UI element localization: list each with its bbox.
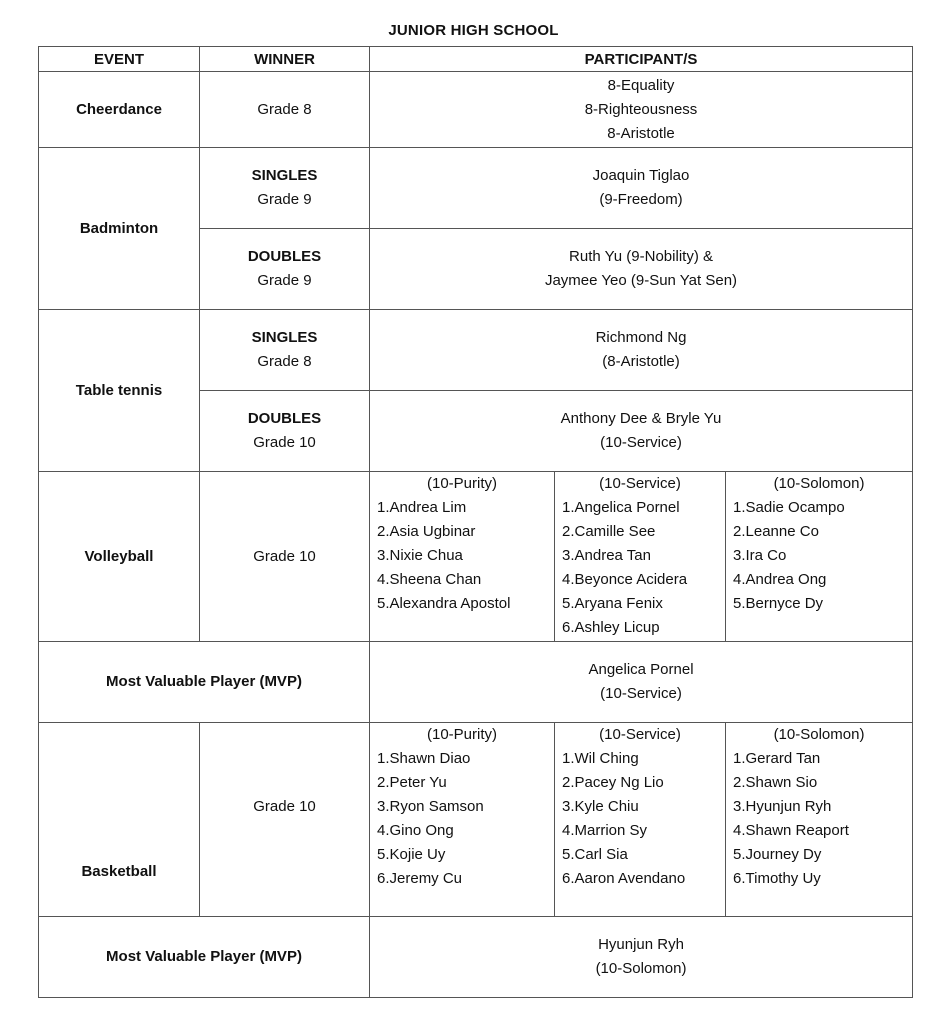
player: 5.Alexandra Apostol (377, 595, 511, 612)
participant-section: (8-Aristotle) (602, 353, 680, 370)
player: 3.Ryon Samson (377, 798, 484, 815)
grade-label: Grade 10 (253, 434, 316, 451)
mvp-volleyball (370, 642, 913, 723)
player: 3.Ira Co (733, 547, 787, 564)
header-winner: WINNER (200, 47, 370, 72)
player: 1.Andrea Lim (377, 499, 467, 516)
participants-table-tennis-singles (370, 310, 913, 391)
participant-name: Ruth Yu (9-Nobility) & (569, 248, 713, 265)
participants-badminton-doubles (370, 229, 913, 310)
player: 3.Hyunjun Ryh (733, 798, 832, 815)
participant-name: Richmond Ng (595, 329, 687, 346)
player: 1.Sadie Ocampo (733, 499, 845, 516)
player: 1.Gerard Tan (733, 750, 821, 767)
category-label: DOUBLES (247, 410, 322, 427)
team-column (555, 472, 726, 642)
participants-badminton-singles (370, 148, 913, 229)
results-table (38, 46, 913, 998)
team-name: (10-Solomon) (773, 726, 865, 743)
cheerdance-row (39, 72, 913, 148)
event-table-tennis: Table tennis (39, 310, 200, 472)
category-label: SINGLES (251, 167, 318, 184)
event-basketball: Basketball (39, 723, 200, 917)
team-column (370, 723, 555, 917)
player: 3.Andrea Tan (562, 547, 651, 564)
basketball-row (39, 723, 913, 917)
category-label: SINGLES (251, 329, 318, 346)
volleyball-mvp-row (39, 642, 913, 723)
player: 2.Pacey Ng Lio (562, 774, 664, 791)
player: 6.Jeremy Cu (377, 870, 463, 887)
participants-table-tennis-doubles (370, 391, 913, 472)
grade-label: Grade 9 (257, 272, 312, 289)
winner-badminton-singles (200, 148, 370, 229)
player: 5.Journey Dy (733, 846, 822, 863)
player: 4.Marrion Sy (562, 822, 648, 839)
player: 4.Gino Ong (377, 822, 454, 839)
player: 4.Sheena Chan (377, 571, 482, 588)
mvp-team: (10-Solomon) (595, 960, 687, 977)
event-badminton: Badminton (39, 148, 200, 310)
mvp-name: Hyunjun Ryh (598, 936, 684, 953)
basketball-mvp-row (39, 917, 913, 998)
table-tennis-singles-row (39, 310, 913, 391)
header-participants: PARTICIPANT/S (370, 47, 913, 72)
player: 2.Leanne Co (733, 523, 819, 540)
participants-cheerdance (370, 72, 913, 148)
grade-label: Grade 9 (257, 191, 312, 208)
badminton-singles-row (39, 148, 913, 229)
player: 4.Andrea Ong (733, 571, 827, 588)
mvp-name: Angelica Pornel (588, 661, 694, 678)
participant-name: Joaquin Tiglao (592, 167, 690, 184)
team-name: (10-Service) (599, 475, 681, 492)
player: 2.Asia Ugbinar (377, 523, 476, 540)
mvp-team: (10-Service) (600, 685, 682, 702)
event-volleyball: Volleyball (39, 472, 200, 642)
mvp-basketball (370, 917, 913, 998)
player: 6.Timothy Uy (733, 870, 821, 887)
header-row (39, 47, 913, 72)
player: 1.Angelica Pornel (562, 499, 680, 516)
player: 3.Nixie Chua (377, 547, 463, 564)
grade-label: Grade 8 (257, 353, 312, 370)
volleyball-row (39, 472, 913, 642)
player: 2.Peter Yu (377, 774, 447, 791)
winner-basketball: Grade 10 (200, 723, 370, 917)
player: 1.Wil Ching (562, 750, 639, 767)
player: 5.Carl Sia (562, 846, 628, 863)
team-column (555, 723, 726, 917)
page-title: JUNIOR HIGH SCHOOL (388, 22, 559, 39)
winner-table-tennis-doubles (200, 391, 370, 472)
team-name: (10-Solomon) (773, 475, 865, 492)
player: 5.Kojie Uy (377, 846, 446, 863)
participant-section: (9-Freedom) (599, 191, 683, 208)
mvp-label: Most Valuable Player (MVP) (39, 917, 370, 998)
participant: 8-Righteousness (584, 100, 698, 118)
participant-name: Anthony Dee & Bryle Yu (560, 410, 722, 427)
player: 6.Aaron Avendano (562, 870, 686, 887)
team-name: (10-Service) (599, 726, 681, 743)
participant: 8-Aristotle (607, 124, 675, 142)
winner-table-tennis-singles (200, 310, 370, 391)
participant-name: Jaymee Yeo (9-Sun Yat Sen) (544, 272, 738, 289)
player: 3.Kyle Chiu (562, 798, 639, 815)
player: 4.Shawn Reaport (733, 822, 849, 839)
player: 1.Shawn Diao (377, 750, 471, 767)
player: 6.Ashley Licup (562, 619, 660, 636)
header-event: EVENT (39, 47, 200, 72)
team-name: (10-Purity) (426, 475, 497, 492)
winner-volleyball: Grade 10 (200, 472, 370, 642)
player: 4.Beyonce Acidera (562, 571, 688, 588)
participant: 8-Equality (607, 76, 675, 94)
mvp-label: Most Valuable Player (MVP) (39, 642, 370, 723)
winner-cheerdance: Grade 8 (200, 72, 370, 148)
player: 5.Bernyce Dy (733, 595, 824, 612)
team-column (726, 472, 913, 642)
team-column (370, 472, 555, 642)
category-label: DOUBLES (247, 248, 322, 265)
participant-section: (10-Service) (600, 434, 682, 451)
player: 2.Camille See (562, 523, 656, 540)
player: 2.Shawn Sio (733, 774, 818, 791)
event-cheerdance: Cheerdance (39, 72, 200, 148)
player: 5.Aryana Fenix (562, 595, 663, 612)
team-column (726, 723, 913, 917)
team-name: (10-Purity) (426, 726, 497, 743)
winner-badminton-doubles (200, 229, 370, 310)
